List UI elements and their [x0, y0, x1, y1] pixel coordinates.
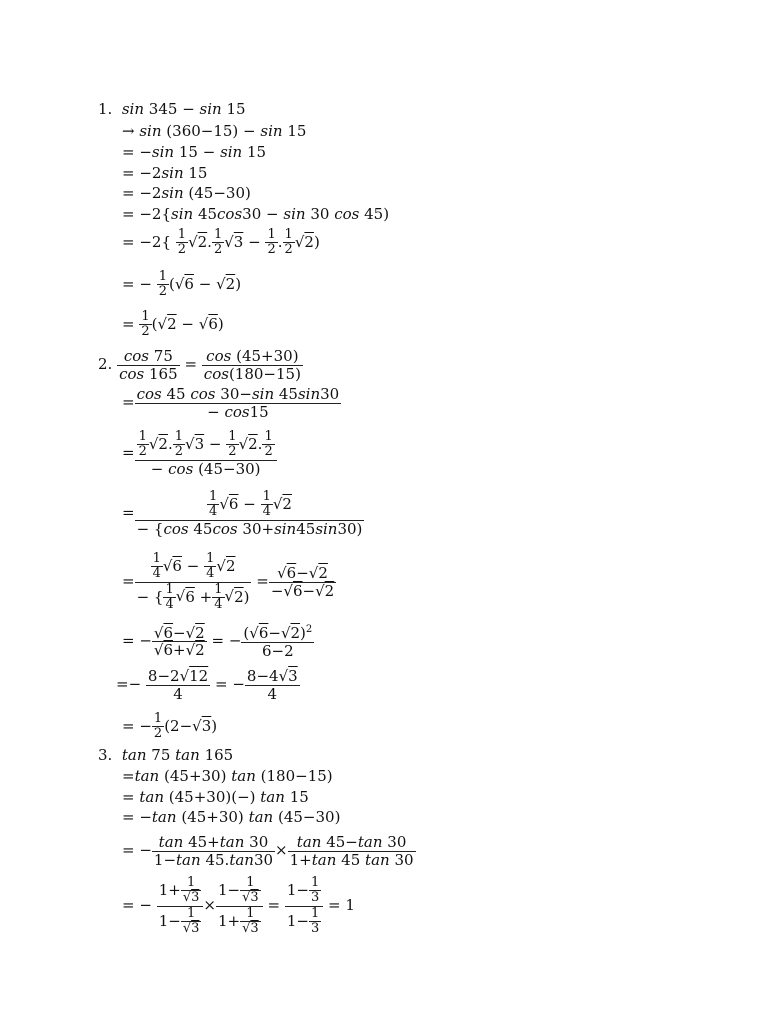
fraction: $\frac{( √ 6- √ 2)^2}{6-2}$ [241, 624, 314, 659]
text: = − [122, 274, 152, 293]
text: = − [122, 143, 152, 161]
text: = −2{ [122, 205, 171, 223]
sin: sin [161, 164, 184, 182]
fraction: $\frac{\tan 45-\tan 30}{1+\tan 45 \tan 30}$ [289, 833, 414, 869]
sin: sin [199, 100, 222, 118]
problem-3-step-4: = − $\frac{\tan 45+\tan 30}{1-\tan 45.\tan 30}$ × $\frac{\tan 45-\tan 30}{1+\tan 45 \tan 30}$ [122, 833, 414, 869]
problem-2-step-6: =− $\frac{8-2 √ 12}{4}$ = − $\frac{8-4 √ 3}{4}$ [116, 668, 300, 702]
problem-2-title: 2. $\frac{\cos 75}{\cos 165}$ = $\frac{\cos (45+30)}{\cos(180-15)}$ [98, 347, 301, 383]
fraction: $\frac{1}{2}$ [213, 227, 223, 258]
text: (45−30) [188, 184, 251, 202]
cos: cos [217, 205, 243, 223]
text: 15 [247, 143, 267, 161]
text: (360−15) − [166, 122, 256, 140]
problem-number: 3. [98, 746, 113, 764]
problem-2-step-7: = − $\frac{1}{2}$ (2− √ 3) [122, 712, 217, 742]
problem-1-title [98, 102, 246, 117]
sqrt: √ 2 [188, 233, 207, 251]
problem-1-step-8: = $\frac{1}{2}$ ( √ 2 − √ 6) [122, 310, 224, 340]
problem-2-step-1: = $\frac{\cos 45 \cos 30-\sin 45\sin 30}{- \cos 15}$ [122, 385, 340, 421]
fraction: $\frac{1}{2}$ [158, 269, 167, 300]
fraction: 1+ 1 √ 3 1− 1 √ 3 [157, 876, 204, 936]
problem-1-step-4 [122, 186, 251, 201]
sin: sin [139, 122, 162, 140]
problem-2-step-3: = $\frac{1}{4}$ √ 6 − $\frac{1}{4}$ √ 2 − {cos 45cos 30+sin45sin30) [122, 490, 364, 537]
fraction: $\frac{1}{4}$ √ 6 − $\frac{1}{4}$ √ 2 − {cos 45cos 30+sin45sin30) [135, 490, 365, 537]
fraction: $\frac{1}{2}$ [141, 309, 150, 340]
problem-2-step-2: = $\frac{1}{2}$ √ 2. $\frac{1}{2}$ √ 3 − $\frac{1}{2}$ √ 2. $\frac{1}{2}$ − cos (45−30) [122, 430, 277, 477]
problem-3-step-2: = tan (45+30)(−) tan 15 [122, 788, 309, 806]
problem-3-step-3: = −tan (45+30) tan (45−30) [122, 808, 341, 826]
sqrt: √ 3 [224, 233, 243, 251]
fraction: $\frac{\cos 75}{\cos 165}$ [119, 347, 178, 383]
fraction: 1− $\frac{1}{3}$ 1− $\frac{1}{3}$ [285, 876, 323, 936]
fraction: $\frac{1}{2}$ [177, 227, 187, 258]
fraction: √ 6− √ 2 √ 6+ √ 2 [152, 625, 207, 659]
problem-2-step-5: = − √ 6− √ 2 √ 6+ √ 2 = − $\frac{( √ 6- √ 2)^2}{6-2}$ [122, 624, 314, 659]
sin: sin [260, 122, 283, 140]
text: 30 [310, 205, 330, 223]
sin: sin [220, 143, 243, 161]
problem-1-step-7: = − $\frac{1}{2}$ ( √ 6 − √ 2) [122, 270, 241, 300]
text: = [122, 314, 135, 333]
problem-1-step-1 [122, 124, 306, 139]
fraction: 1− 1 √ 3 1+ 1 √ 3 [216, 876, 263, 936]
text: 45) [364, 205, 390, 223]
problem-1-step-5 [122, 207, 389, 222]
text: 345 − [148, 100, 195, 118]
fraction: √ $\frac{6- √ 2}{- √ 6- √ 2}$ [269, 565, 336, 599]
text: 30 − [242, 205, 279, 223]
text: 15 [287, 122, 307, 140]
text: 15 [226, 100, 246, 118]
sin: sin [161, 184, 184, 202]
text: 15 [188, 164, 208, 182]
fraction: $\frac{\cos (45+30)}{\cos(180-15)}$ [203, 347, 301, 383]
sin: sin [151, 143, 175, 161]
fraction: $\frac{8-4 √ 3}{4}$ [245, 668, 300, 702]
problem-2-step-4: = $\frac{1}{4}$ √ 6 − $\frac{1}{4}$ √ 2 − { $\frac{1}{4}$ √ 6 + $\frac{1}{4}$ √ 2) = √ $\frac{6- √ 2}{- √ 6- √ 2}$ [122, 552, 336, 612]
cos: cos [334, 205, 360, 223]
sin: sin [121, 100, 145, 118]
text: = −2 [122, 164, 162, 182]
sin: sin [283, 205, 306, 223]
fraction: $\frac{1}{4}$ √ 6 − $\frac{1}{4}$ √ 2 − { $\frac{1}{4}$ √ 6 + $\frac{1}{4}$ √ 2) [135, 552, 252, 612]
problem-1-step-3 [122, 166, 207, 181]
problem-1-step-6: = −2{ $\frac{1}{2}$ √ 2. $\frac{1}{2}$ √ 3 − $\frac{1}{2}$ . $\frac{1}{2}$ √ 2) [122, 228, 320, 258]
fraction: $\frac{8-2 √ 12}{4}$ [146, 668, 210, 702]
sqrt: √ 2 [295, 233, 314, 251]
problem-1-step-2 [122, 145, 266, 160]
problem-3-step-1: =tan (45+30) tan (180−15) [122, 767, 333, 785]
arrow: → [122, 122, 135, 140]
problem-number: 2. [98, 355, 113, 373]
fraction: $\frac{\tan 45+\tan 30}{1-\tan 45.\tan 30}$ [153, 833, 274, 869]
problem-3-step-5: = − 1+ 1 √ 3 1− 1 √ 3 × 1− 1 √ 3 1+ 1 √ 3 = 1− $\frac{1}{3}$ 1− $\frac{1}{3}$ = 1 [122, 876, 355, 936]
fraction: $\frac{1}{2}$ [284, 227, 293, 258]
fraction: $\frac{1}{2}$ [267, 227, 276, 258]
sin: sin [171, 205, 194, 223]
text: 15 − [178, 143, 216, 161]
text: = −2{ [122, 232, 171, 251]
fraction: $\frac{1}{2}$ [153, 711, 163, 742]
problem-3-title: 3. tan 75 tan 165 [98, 746, 234, 764]
fraction: $\frac{\cos 45 \cos 30-\sin 45\sin 30}{- \cos 15}$ [136, 385, 340, 421]
text: = −2 [122, 184, 162, 202]
text: 45 [197, 205, 218, 223]
problem-number: 1. [98, 100, 113, 118]
fraction: $\frac{1}{2}$ √ 2. $\frac{1}{2}$ √ 3 − $\frac{1}{2}$ √ 2. $\frac{1}{2}$ − cos (45−30) [135, 430, 277, 477]
